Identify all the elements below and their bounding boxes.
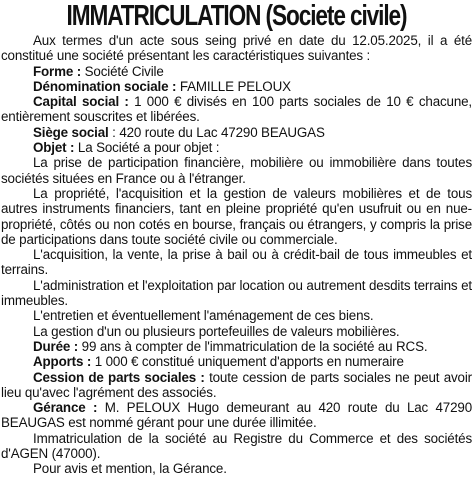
capital-label: Capital social :: [33, 94, 129, 110]
signature-line: Pour avis et mention, la Gérance.: [33, 461, 227, 477]
apports-value: 1 000 € constitué uniquement d'apports en numeraire: [91, 354, 404, 370]
objet-item: L'acquisition, la vente, la prise à bail ou à crédit-bail de tous immeubles et terrains.: [1, 247, 472, 278]
gerance-line: [1, 400, 472, 431]
duree-label: Durée :: [33, 338, 79, 354]
intro-paragraph: Aux termes d'un acte sous seing privé en date du 12.05.2025, il a été constitué une société présentant les caractéristiques suivantes :: [1, 33, 472, 64]
capital-line: [1, 94, 472, 125]
objet-value: La Société a pour objet :: [74, 140, 220, 156]
siege-value: : 420 route du Lac 47290 BEAUGAS: [108, 124, 325, 140]
objet-item: La prise de participation financière, mobilière ou immobilière dans toutes sociétés situées en France ou à l'étranger.: [1, 155, 472, 186]
apports-line: [1, 354, 472, 369]
objet-item: L'entretien et éventuellement l'aménagement de ces biens.: [33, 308, 374, 324]
objet-item: L'administration et l'exploitation par location ou autrement desdits terrains et immeubles.: [1, 277, 472, 309]
notice-title: IMMATRICULATION (Societe civile): [66, 0, 407, 32]
capital-value: 1 000 € divisés en 100 parts sociales de 10 € chacune, entièrement souscrites et libérées.: [1, 94, 472, 125]
forme-line: [1, 64, 472, 79]
forme-value: Société Civile: [81, 63, 164, 79]
siege-label: Siège social: [33, 124, 109, 140]
objet-item: La gestion d'un ou plusieurs portefeuilles de valeurs mobilières.: [33, 323, 400, 339]
denomination-line: [1, 79, 472, 94]
cession-value: toute cession de parts sociales ne peut avoir lieu qu'avec l'agrément des associés.: [1, 369, 472, 400]
cession-label: Cession de parts sociales :: [33, 369, 205, 385]
siege-line: [1, 125, 472, 140]
apports-label: Apports :: [33, 354, 92, 370]
objet-item: La propriété, l'acquisition et la gestion de valeurs mobilières et de tous autres instruments financiers, tant en pleine propriété qu'en usufruit ou en nue-propriété, côtés ou non cotés en bourse, français ou étrangers, y compris la prise de participations dans toute société civile ou commerciale.: [1, 185, 472, 247]
gerance-label: Gérance :: [33, 400, 98, 416]
duree-value: 99 ans à compter de l'immatriculation de la société au RCS.: [78, 338, 428, 354]
denomination-value: FAMILLE PELOUX: [176, 78, 291, 94]
denomination-label: Dénomination sociale :: [33, 78, 177, 94]
cession-line: [1, 370, 472, 401]
objet-label: Objet :: [33, 140, 75, 156]
forme-label: Forme :: [33, 63, 82, 79]
duree-line: [1, 339, 472, 354]
objet-line: [1, 140, 472, 155]
gerance-value: M. PELOUX Hugo demeurant au 420 route du Lac 47290 BEAUGAS est nommé gérant pour une durée illimitée.: [1, 400, 472, 431]
immatriculation-paragraph: Immatriculation de la société au Registre du Commerce et des sociétés d'AGEN (47000).: [1, 430, 472, 462]
